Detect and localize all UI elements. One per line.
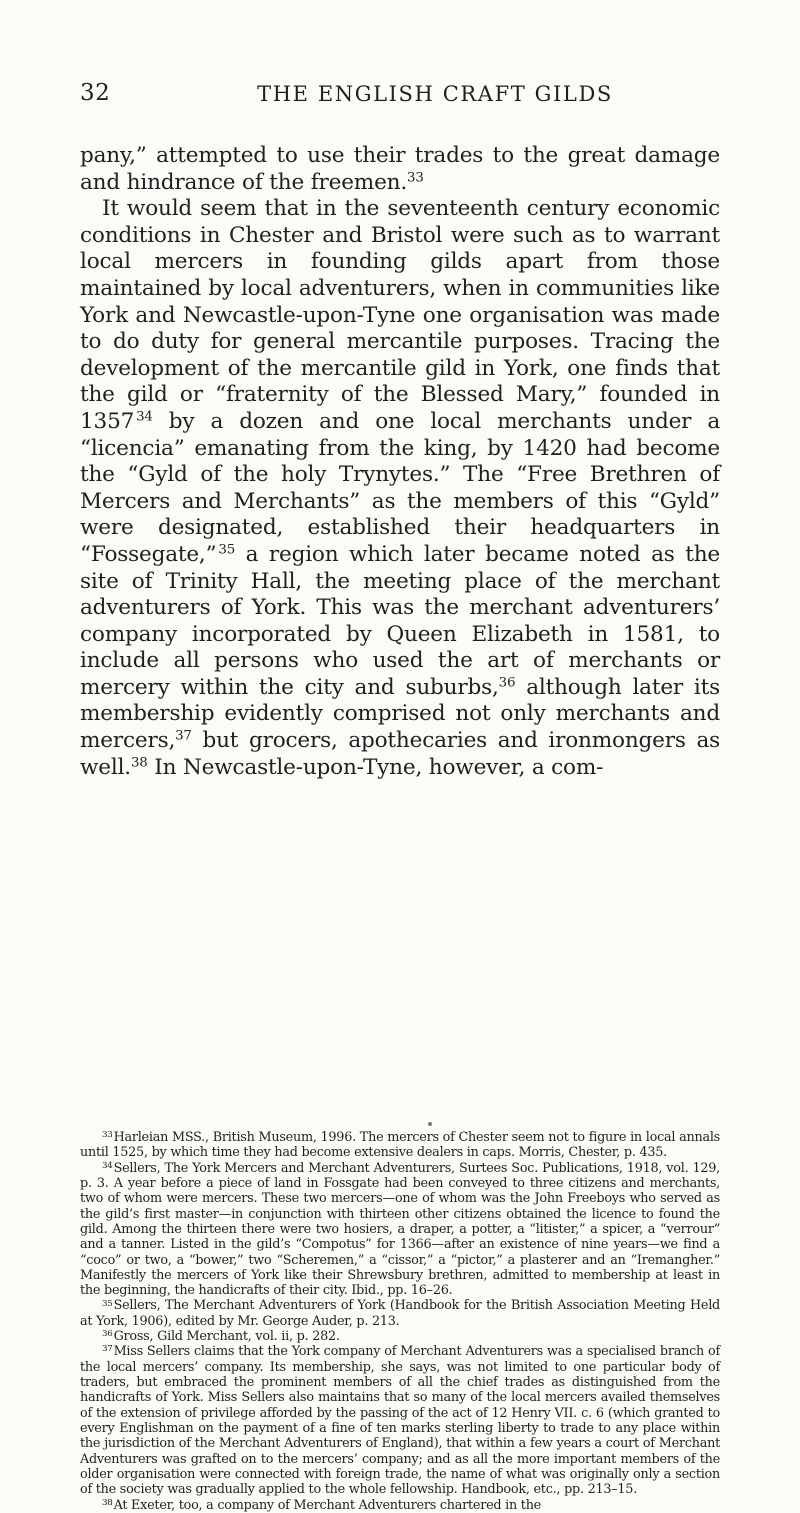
body-paragraph	[80, 143, 720, 196]
footnote-reference: 38	[130, 755, 148, 771]
footnote-text: Sellers, The York Mercers and Merchant Adventurers, Surtees Soc. Publications, 1918, vol. 129, p. 3. A year before a piece of land in Fossgate had been conveyed to three citizens and merchants, two of whom were mercers. These two mercers—one of whom was the John Freeboys who served as the gild’s first master—in conjunction with thirteen other citizens obtained the licence to found the gild. Among the thirteen there were two hosiers, a draper, a potter, a “litister,” a spicer, a “verrour” and a tanner. Listed in the gild’s “Compotus” for 1366—after an existence of nine years—we find a “coco” or two, a “bower,” two “Scheremen,” a “cissor,” a “pictor,” a plasterer and an “Iremangher.” Manifestly the mercers of York like their Shrewsbury brethren, admitted to membership at least in the beginning, the handicrafts of their city. Ibid., pp. 16–26.	[80, 1160, 720, 1299]
print-speck	[428, 1122, 432, 1126]
body-text-segment: It would seem that in the seventeenth century economic conditions in Chester and Bristol were such as to warrant local mercers in founding gilds apart from those maintained by local adventurers, when in communities like York and Newcastle-upon-Tyne one organisation was made to do duty for general mercantile purposes. Tracing the development of the mercantile gild in York, one finds that the gild or “fraternity of the Blessed Mary,” founded in 1357	[80, 196, 720, 434]
footnote	[80, 1498, 720, 1513]
footnote-number: 37	[102, 1344, 113, 1355]
footnote-number: 34	[102, 1160, 113, 1171]
footnote-reference: 34	[136, 409, 153, 425]
body-text	[80, 143, 720, 781]
body-text-segment: In Newcastle-upon-Tyne, however, a com-	[154, 754, 604, 780]
footnote-reference: 36	[498, 675, 516, 691]
footnote-number: 35	[102, 1298, 113, 1309]
body-text-segment: by a dozen and one local merchants under a “licencia” emanating from the king, by 1420 had become the “Gyld of the holy Trynytes.” The “Free Brethren of Mercers and Merchants” as the members of this “Gyld” were designated, established their headquarters in “Fossegate,”	[80, 408, 720, 567]
footnote-reference: 35	[218, 542, 236, 558]
footnote-text: Sellers, The Merchant Adventurers of York (Handbook for the British Association Meeting Held at York, 1906), edited by Mr. George Auder, p. 213.	[80, 1298, 720, 1329]
footnote-reference: 37	[175, 728, 192, 744]
footnote	[80, 1329, 720, 1344]
footnotes	[80, 1130, 720, 1513]
body-paragraph	[80, 196, 720, 781]
footnote-number: 33	[102, 1130, 113, 1141]
footnote-text: Miss Sellers claims that the York company of Merchant Adventurers was a specialised branch of the local mercers’ company. Its membership, she says, was not limited to one particular body of traders, but embraced the prominent members of all the chief trades as distinguished from the handicrafts of York. Miss Sellers also maintains that so many of the local mercers availed themselves of the extension of privilege afforded by the passing of the act of 12 Henry VII. c. 6 (which granted to every Englishman on the payment of a fine of ten marks sterling liberty to trade to any place within the jurisdiction of the Merchant Adventurers of England), that within a few years a court of Merchant Adventurers was grafted on to the mercers’ company; and as all the more important members of the older organisation were connected with foreign trade, the name of what was originally only a section of the society was gradually applied to the whole fellowship. Handbook, etc., pp. 213–15.	[80, 1344, 720, 1498]
page-header	[80, 80, 690, 110]
body-text-segment: a region which later became noted as the site of Trinity Hall, the meeting place of the merchant adventurers of York. This was the merchant adventurers’ company incorporated by Queen Elizabeth in 1581, to include all persons who used the art of merchants or mercery within the city and suburbs,	[80, 541, 720, 700]
footnote	[80, 1298, 720, 1329]
footnote-number: 38	[102, 1497, 113, 1508]
footnote	[80, 1130, 720, 1161]
page-number: 32	[80, 80, 111, 106]
footnote-text: At Exeter, too, a company of Merchant Adventurers chartered in the	[113, 1497, 542, 1513]
running-title: THE ENGLISH CRAFT GILDS	[257, 82, 613, 106]
body-text-segment: although later its membership evidently comprised not only merchants and mercers,	[80, 674, 720, 754]
footnote-text: Gross, Gild Merchant, vol. ii, p. 282.	[113, 1329, 340, 1345]
footnote	[80, 1344, 720, 1497]
body-text-segment: pany,” attempted to use their trades to the great damage and hindrance of the freemen.	[80, 143, 720, 195]
footnote-text: Harleian MSS., British Museum, 1996. The mercers of Chester seem not to figure in local annals until 1525, by which time they had become extensive dealers in caps. Morris, Chester, p. 435.	[80, 1130, 720, 1161]
footnote-reference: 33	[407, 170, 424, 186]
body-text-segment: but grocers, apothecaries and ironmongers as well.	[80, 728, 721, 780]
footnote	[80, 1161, 720, 1299]
footnote-number: 36	[102, 1329, 113, 1340]
